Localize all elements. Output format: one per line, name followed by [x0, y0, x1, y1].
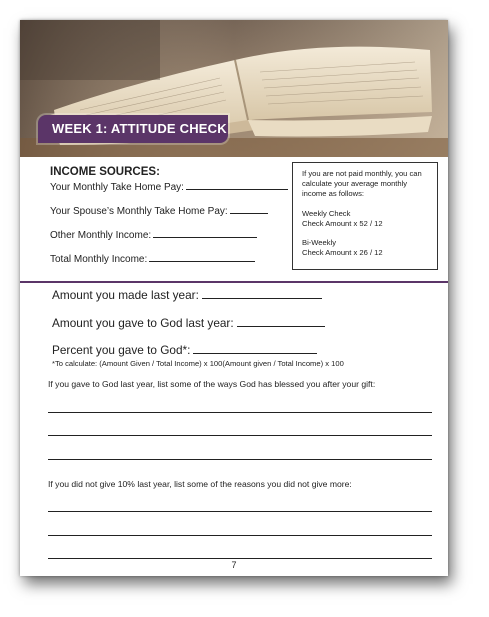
answer-line[interactable] — [48, 412, 432, 413]
workbook-page — [20, 20, 448, 576]
blessed-question: If you gave to God last year, list some of the ways God has blessed you after your gift: — [48, 379, 376, 389]
info-box-intro: If you are not paid monthly, you can calculate your average monthly income as follows: — [302, 169, 422, 199]
amount-given-label: Amount you gave to God last year: — [52, 316, 234, 330]
biweekly-formula: Check Amount x 26 / 12 — [302, 248, 383, 258]
percent-calculation-note: *To calculate: (Amount Given / Total Income) x 100(Amount given / Total Income) x 100 — [52, 359, 344, 368]
amount-given-line[interactable] — [237, 326, 325, 327]
weekly-formula: Check Amount x 52 / 12 — [302, 218, 383, 228]
amount-given-field[interactable] — [52, 316, 325, 330]
other-income-field[interactable] — [50, 230, 257, 241]
monthly-calculation-box — [292, 162, 438, 270]
reasons-question: If you did not give 10% last year, list some of the reasons you did not give more: — [48, 479, 352, 489]
spouse-pay-label: Your Spouse’s Monthly Take Home Pay: — [50, 206, 228, 217]
amount-made-label: Amount you made last year: — [52, 288, 199, 302]
other-income-line[interactable] — [153, 236, 257, 238]
total-income-label: Total Monthly Income: — [50, 254, 148, 265]
answer-line[interactable] — [48, 459, 432, 460]
answer-line[interactable] — [48, 535, 432, 536]
weekly-label: Weekly Check — [302, 208, 351, 218]
income-sources-heading: INCOME SOURCES: — [50, 166, 160, 178]
monthly-pay-field[interactable] — [50, 182, 288, 193]
percent-given-field[interactable] — [52, 343, 317, 357]
week-title-banner — [38, 115, 228, 143]
page-title: WEEK 1: ATTITUDE CHECK — [52, 121, 227, 136]
answer-line[interactable] — [48, 435, 432, 436]
answer-line[interactable] — [48, 558, 432, 559]
open-bible-photo — [20, 20, 448, 157]
page-number: 7 — [231, 560, 237, 570]
spouse-pay-line[interactable] — [230, 212, 268, 214]
monthly-pay-line[interactable] — [186, 188, 288, 190]
amount-made-field[interactable] — [52, 288, 322, 302]
total-income-field[interactable] — [50, 254, 255, 265]
monthly-pay-label: Your Monthly Take Home Pay: — [50, 182, 184, 193]
percent-given-line[interactable] — [193, 353, 317, 354]
percent-given-label: Percent you gave to God*: — [52, 343, 191, 357]
other-income-label: Other Monthly Income: — [50, 230, 152, 241]
spouse-pay-field[interactable] — [50, 206, 268, 217]
total-income-line[interactable] — [149, 260, 255, 262]
amount-made-line[interactable] — [202, 298, 322, 299]
biweekly-label: Bi-Weekly — [302, 238, 337, 248]
answer-line[interactable] — [48, 511, 432, 512]
section-divider — [20, 281, 448, 283]
